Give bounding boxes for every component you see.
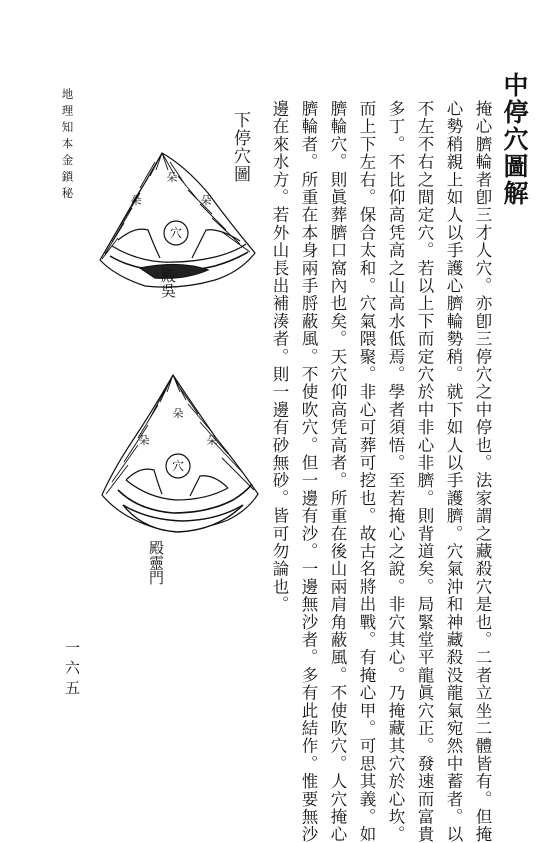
running-header: 地理知本金鎖秘	[60, 88, 75, 204]
text-column: 臍輪穴。則眞葬臍口窩內也矣。天穴仰高凭高者。所重在後山兩肩角蔽風。不使吹穴。人穴掩心	[328, 100, 347, 843]
upper-left-mark: 朵	[130, 194, 142, 207]
upper-top-mark: 朵	[166, 171, 178, 184]
text-column: 多丁。不比仰高凭高之山高水低焉。學者須悟。至若掩心之說。非穴其心。乃掩藏其穴於心坎。	[386, 100, 405, 843]
lower-mountain-figure	[88, 370, 268, 585]
lower-right-mark: 朵	[206, 434, 218, 447]
text-column: 而上下左右。保合太和。穴氣隈聚。非心可葬可挖也。故古名將出戰。有掩心甲。可思其義。如	[357, 100, 376, 843]
text-column: 臍輪者。所重在本身兩手脟蔽風。不使吹穴。但一邊有沙。一邊無沙者。多有此結作。惟要無沙	[299, 100, 318, 843]
upper-mountain-diagram	[90, 148, 270, 328]
figure-label: 下停穴圖	[230, 111, 250, 183]
lower-left-mark: 朵	[138, 434, 150, 447]
text-column: 邊在來水方。若外山長出補湊者。則一邊有砂無砂。皆可勿論也。	[270, 100, 289, 614]
main-text	[258, 100, 492, 843]
lower-center-mark: 穴	[171, 459, 185, 473]
upper-mountain-figure	[90, 148, 270, 328]
page-number: 一六五	[63, 640, 81, 700]
lower-stamp: 殿靈門	[147, 540, 165, 585]
page-title: 中停穴圖解	[500, 72, 529, 207]
lower-mountain-diagram	[88, 370, 268, 555]
lower-top-mark: 朵	[172, 407, 184, 420]
text-column: 掩心臍輪者卽三才人穴。亦卽三停穴之中停也。法家謂之藏殺穴是也。二者立坐二體皆有。但掩	[473, 100, 492, 843]
text-column: 心勢稍親上如人以手護心臍輪勢稍。就下如人以手護臍。穴氣沖和神藏殺没龍氣宛然中蓄者。以	[444, 100, 463, 843]
upper-center-mark: 穴	[169, 226, 183, 240]
upper-right-mark: 朵	[200, 194, 212, 207]
upper-stamp: 殿吳	[159, 268, 177, 298]
text-column: 不左不右之間定穴。若以上下而定穴於中非心非臍。則背道矣。局緊堂平龍眞穴正。發速而富貴	[415, 100, 434, 843]
